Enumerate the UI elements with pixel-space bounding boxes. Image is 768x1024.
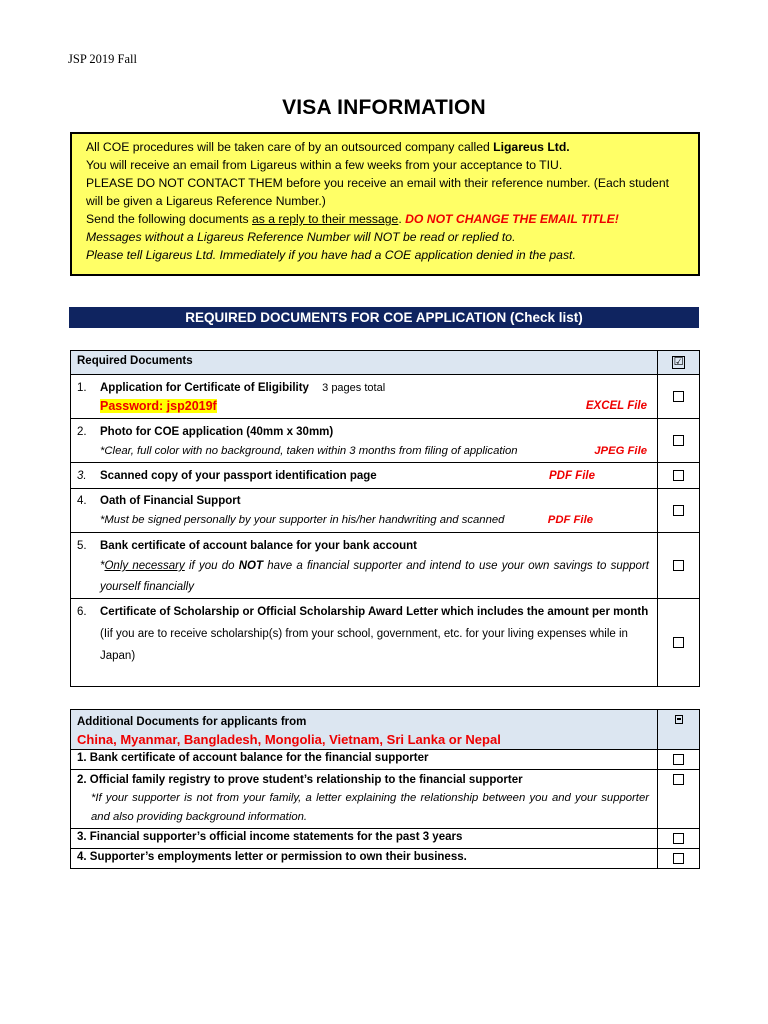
file-type: PDF File: [548, 470, 595, 482]
notice-line-4: will be given a Ligareus Reference Number.): [86, 194, 326, 208]
checkbox-icon: [673, 754, 684, 765]
document-note: *: [100, 560, 105, 572]
checkbox-icon: [673, 637, 684, 648]
table-row: [71, 849, 700, 869]
email-title-warning: DO NOT CHANGE THE EMAIL TITLE!: [405, 212, 619, 226]
table-header-row: [71, 351, 700, 375]
document-cell: 3. Financial supporter’s official income statements for the past 3 years: [71, 829, 658, 849]
row-checkbox[interactable]: [658, 463, 700, 489]
document-note: *If your supporter is not from your family, a letter explaining the relationship between you and your supporter and also providing background information.: [91, 792, 649, 823]
file-type: JPEG File: [594, 445, 647, 457]
table-row: [71, 533, 700, 599]
document-note: have a financial supporter and intend to use your own savings to support yourself financially: [100, 560, 649, 593]
item-number: 5.: [77, 540, 87, 552]
company-name: Ligareus Ltd.: [493, 140, 570, 154]
document-title: Oath of Financial Support: [100, 495, 241, 507]
table-row: [71, 419, 700, 463]
header-checkbox[interactable]: [658, 351, 700, 375]
table-row: [71, 463, 700, 489]
table-header: Required Documents: [71, 351, 658, 375]
checkbox-icon: [673, 833, 684, 844]
notice-line-2: You will receive an email from Ligareus within a few weeks from your acceptance to TIU.: [86, 158, 563, 172]
table-row: [71, 599, 700, 687]
document-note-underlined: Only necessary: [104, 560, 185, 572]
notice-text: Send the following documents: [86, 212, 252, 226]
document-note: if you do: [184, 560, 239, 572]
item-number: 2.: [77, 426, 87, 438]
document-title: Bank certificate of account balance for your bank account: [100, 540, 417, 552]
document-note: (Iif you are to receive scholarship(s) from your school, government, etc. for your living expenses while in Japan): [100, 628, 628, 662]
row-checkbox[interactable]: [658, 770, 700, 829]
item-number: 6.: [77, 606, 87, 618]
table-header-row: [71, 710, 700, 750]
checkbox-icon: [673, 470, 684, 481]
checkbox-icon: [673, 505, 684, 516]
table-row: [71, 489, 700, 533]
notice-line-5: [86, 210, 686, 228]
document-cell: 1. Bank certificate of account balance for the financial supporter: [71, 750, 658, 770]
section-banner: REQUIRED DOCUMENTS FOR COE APPLICATION (Check list): [69, 307, 699, 328]
password-label: Password: jsp2019f: [100, 399, 217, 413]
item-number: 4.: [77, 495, 87, 507]
checkbox-icon: [673, 774, 684, 785]
checkbox-icon: [673, 853, 684, 864]
notice-text: All COE procedures will be taken care of by an outsourced company called: [86, 140, 494, 154]
additional-documents-table: [70, 709, 700, 869]
document-note-bold: NOT: [238, 560, 263, 572]
table-header: [71, 710, 658, 750]
table-row: [71, 770, 700, 829]
row-checkbox[interactable]: [658, 489, 700, 533]
document-cell: [71, 489, 658, 533]
checkbox-icon: [675, 715, 683, 724]
notice-box: [70, 132, 700, 276]
row-checkbox[interactable]: [658, 375, 700, 419]
table-row: [71, 829, 700, 849]
checked-checkbox-icon: ☑: [673, 356, 684, 368]
document-title: Certificate of Scholarship or Official Scholarship Award Letter which includes the amount per month: [100, 606, 649, 618]
table-row: [71, 750, 700, 770]
notice-text: .: [398, 212, 406, 226]
checkbox-icon: [673, 435, 684, 446]
header-label: JSP 2019 Fall: [68, 52, 138, 66]
file-type: PDF File: [547, 514, 593, 526]
required-documents-table: [70, 350, 700, 687]
document-title: Application for Certificate of Eligibility: [100, 382, 309, 394]
notice-line-1: [86, 138, 686, 156]
row-checkbox[interactable]: [658, 419, 700, 463]
document-note: *Must be signed personally by your supporter in his/her handwriting and scanned: [100, 514, 505, 526]
page-title: VISA INFORMATION: [282, 96, 486, 119]
document-title: Scanned copy of your passport identification page: [100, 470, 377, 482]
document-cell: [71, 533, 658, 599]
table-row: [71, 375, 700, 419]
document-cell: [71, 463, 658, 489]
document-cell: [71, 375, 658, 419]
document-title: 2. Official family registry to prove student’s relationship to the financial supporter: [77, 774, 523, 786]
row-checkbox[interactable]: [658, 750, 700, 770]
notice-line-6: Messages without a Ligareus Reference Number will NOT be read or replied to.: [86, 230, 516, 244]
document-note: *Clear, full color with no background, taken within 3 months from filing of application: [100, 445, 518, 457]
item-number: 1.: [77, 382, 87, 394]
checkbox-icon: [673, 560, 684, 571]
item-number: 3.: [77, 470, 87, 482]
document-cell: [71, 599, 658, 687]
row-checkbox[interactable]: [658, 849, 700, 869]
document-cell: [71, 419, 658, 463]
checkbox-icon: [673, 391, 684, 402]
row-checkbox[interactable]: [658, 829, 700, 849]
page-count: 3 pages total: [322, 382, 386, 394]
document-cell: [71, 770, 658, 829]
notice-underlined: as a reply to their message: [252, 212, 399, 226]
country-list: China, Myanmar, Bangladesh, Mongolia, Vietnam, Sri Lanka or Nepal: [77, 732, 501, 747]
notice-line-3: PLEASE DO NOT CONTACT THEM before you receive an email with their reference number. (Each student: [86, 176, 669, 190]
table-header-label: Additional Documents for applicants from: [77, 716, 307, 728]
document-title: Photo for COE application (40mm x 30mm): [100, 426, 334, 438]
header-checkbox[interactable]: [658, 710, 700, 750]
document-cell: 4. Supporter’s employments letter or permission to own their business.: [71, 849, 658, 869]
file-type: EXCEL File: [585, 400, 647, 412]
notice-line-7: Please tell Ligareus Ltd. Immediately if you have had a COE application denied in the past.: [86, 248, 576, 262]
row-checkbox[interactable]: [658, 533, 700, 599]
row-checkbox[interactable]: [658, 599, 700, 687]
